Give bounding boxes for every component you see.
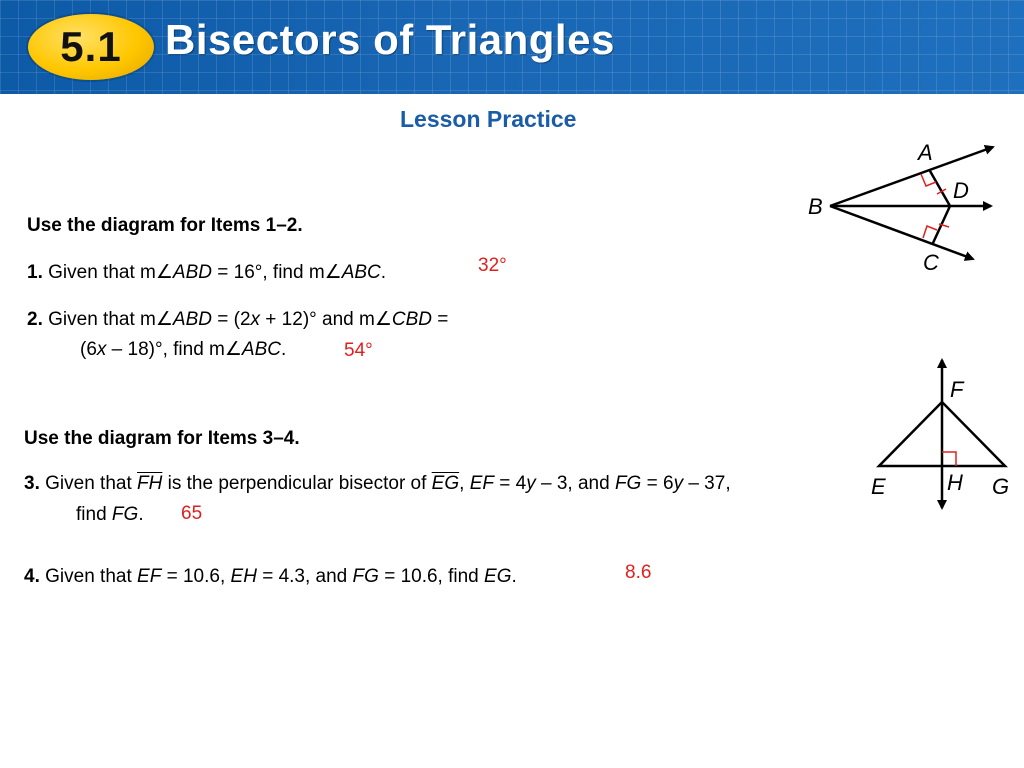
item3-line1 [24,473,731,495]
item1-angle1: ABD [172,262,212,283]
label-c: C [923,250,939,275]
header-banner [0,0,1024,94]
perpendicular-bisector-diagram [865,352,1020,514]
item3-a: Given that [39,473,138,494]
item1-answer: 32° [478,255,507,276]
lesson-number-badge [28,14,154,80]
item3-answer: 65 [181,503,203,524]
item2-var-x1: x [250,309,261,330]
ray-bc [830,206,973,259]
item4-e: . [511,566,517,587]
item3-var-fg2: FG [111,504,139,525]
item4-var-eh: EH [230,566,257,587]
label-g: G [992,474,1010,499]
item4-c: = 4.3, and [256,566,353,587]
section1-intro: Use the diagram for Items 1–2. [27,215,303,236]
item4-d: = 10.6, find [378,566,485,587]
item3-line2-b: . [138,504,144,525]
item1-text-b: = 16°, find m∠ [211,262,342,283]
label-a: A [918,140,933,165]
item4-answer: 8.6 [625,562,652,583]
item3-d: = 4 [493,473,527,494]
lesson-number: 5.1 [60,23,122,70]
perpendicular-da [930,171,950,206]
item2-var-x2: x [96,339,107,360]
label-b: B [808,194,823,219]
item2-line2-b: – 18)°, find m∠ [106,339,242,360]
item1-angle2: ABC [341,262,381,283]
right-angle-mark-h [942,452,956,466]
item2-line2 [80,338,286,361]
item3-var-ef: EF [469,473,494,494]
item4-b: = 10.6, [161,566,231,587]
item2-line1-d: = [432,309,449,330]
item1-text [27,261,386,284]
item2-line2-c: . [281,339,287,360]
item2-number: 2. [27,309,43,330]
item4-number: 4. [24,566,40,587]
label-e: E [871,474,886,499]
item4-a: Given that [39,566,138,587]
item2-angle3: ABC [241,339,281,360]
item3-number: 3. [24,473,40,494]
item3-e: – 3, and [535,473,615,494]
item3-b: is the perpendicular bisector of [162,473,432,494]
item3-f: = 6 [641,473,674,494]
angle-bisector-diagram [795,135,1010,280]
section2-intro: Use the diagram for Items 3–4. [24,428,300,449]
item3-var-fg: FG [614,473,642,494]
item2-angle1: ABD [172,309,212,330]
label-d: D [953,178,969,203]
item1-number: 1. [27,262,43,283]
item3-line2 [76,504,144,526]
item2-angle2: CBD [391,309,432,330]
item3-c: , [459,473,470,494]
item2-line1 [27,308,448,331]
item4-var-ef: EF [137,566,162,587]
item4-text [24,566,517,588]
item3-var-y1: y [526,473,536,494]
item3-segment-fh: $\overline{FH}$ [137,473,163,494]
item3-var-y2: y [673,473,684,494]
label-f: F [950,377,964,402]
item1-text-a: Given that m∠ [42,262,173,283]
item2-line1-a: Given that m∠ [42,309,173,330]
item3-g: – 37, [683,473,731,494]
item4-var-eg: EG [484,566,512,587]
item2-line1-c: + 12)° and m∠ [260,309,392,330]
label-h: H [947,470,963,495]
item1-text-c: . [380,262,387,283]
item4-var-fg: FG [352,566,379,587]
page-title: Bisectors of Triangles [165,16,615,63]
lesson-practice-heading: Lesson Practice [400,106,577,132]
item2-answer: 54° [344,340,373,361]
item2-line1-b: = (2 [211,309,251,330]
item3-line2-a: find [76,504,112,525]
item3-segment-eg: $\overline{EG}$ [431,473,460,494]
item2-line2-a: (6 [80,339,97,360]
